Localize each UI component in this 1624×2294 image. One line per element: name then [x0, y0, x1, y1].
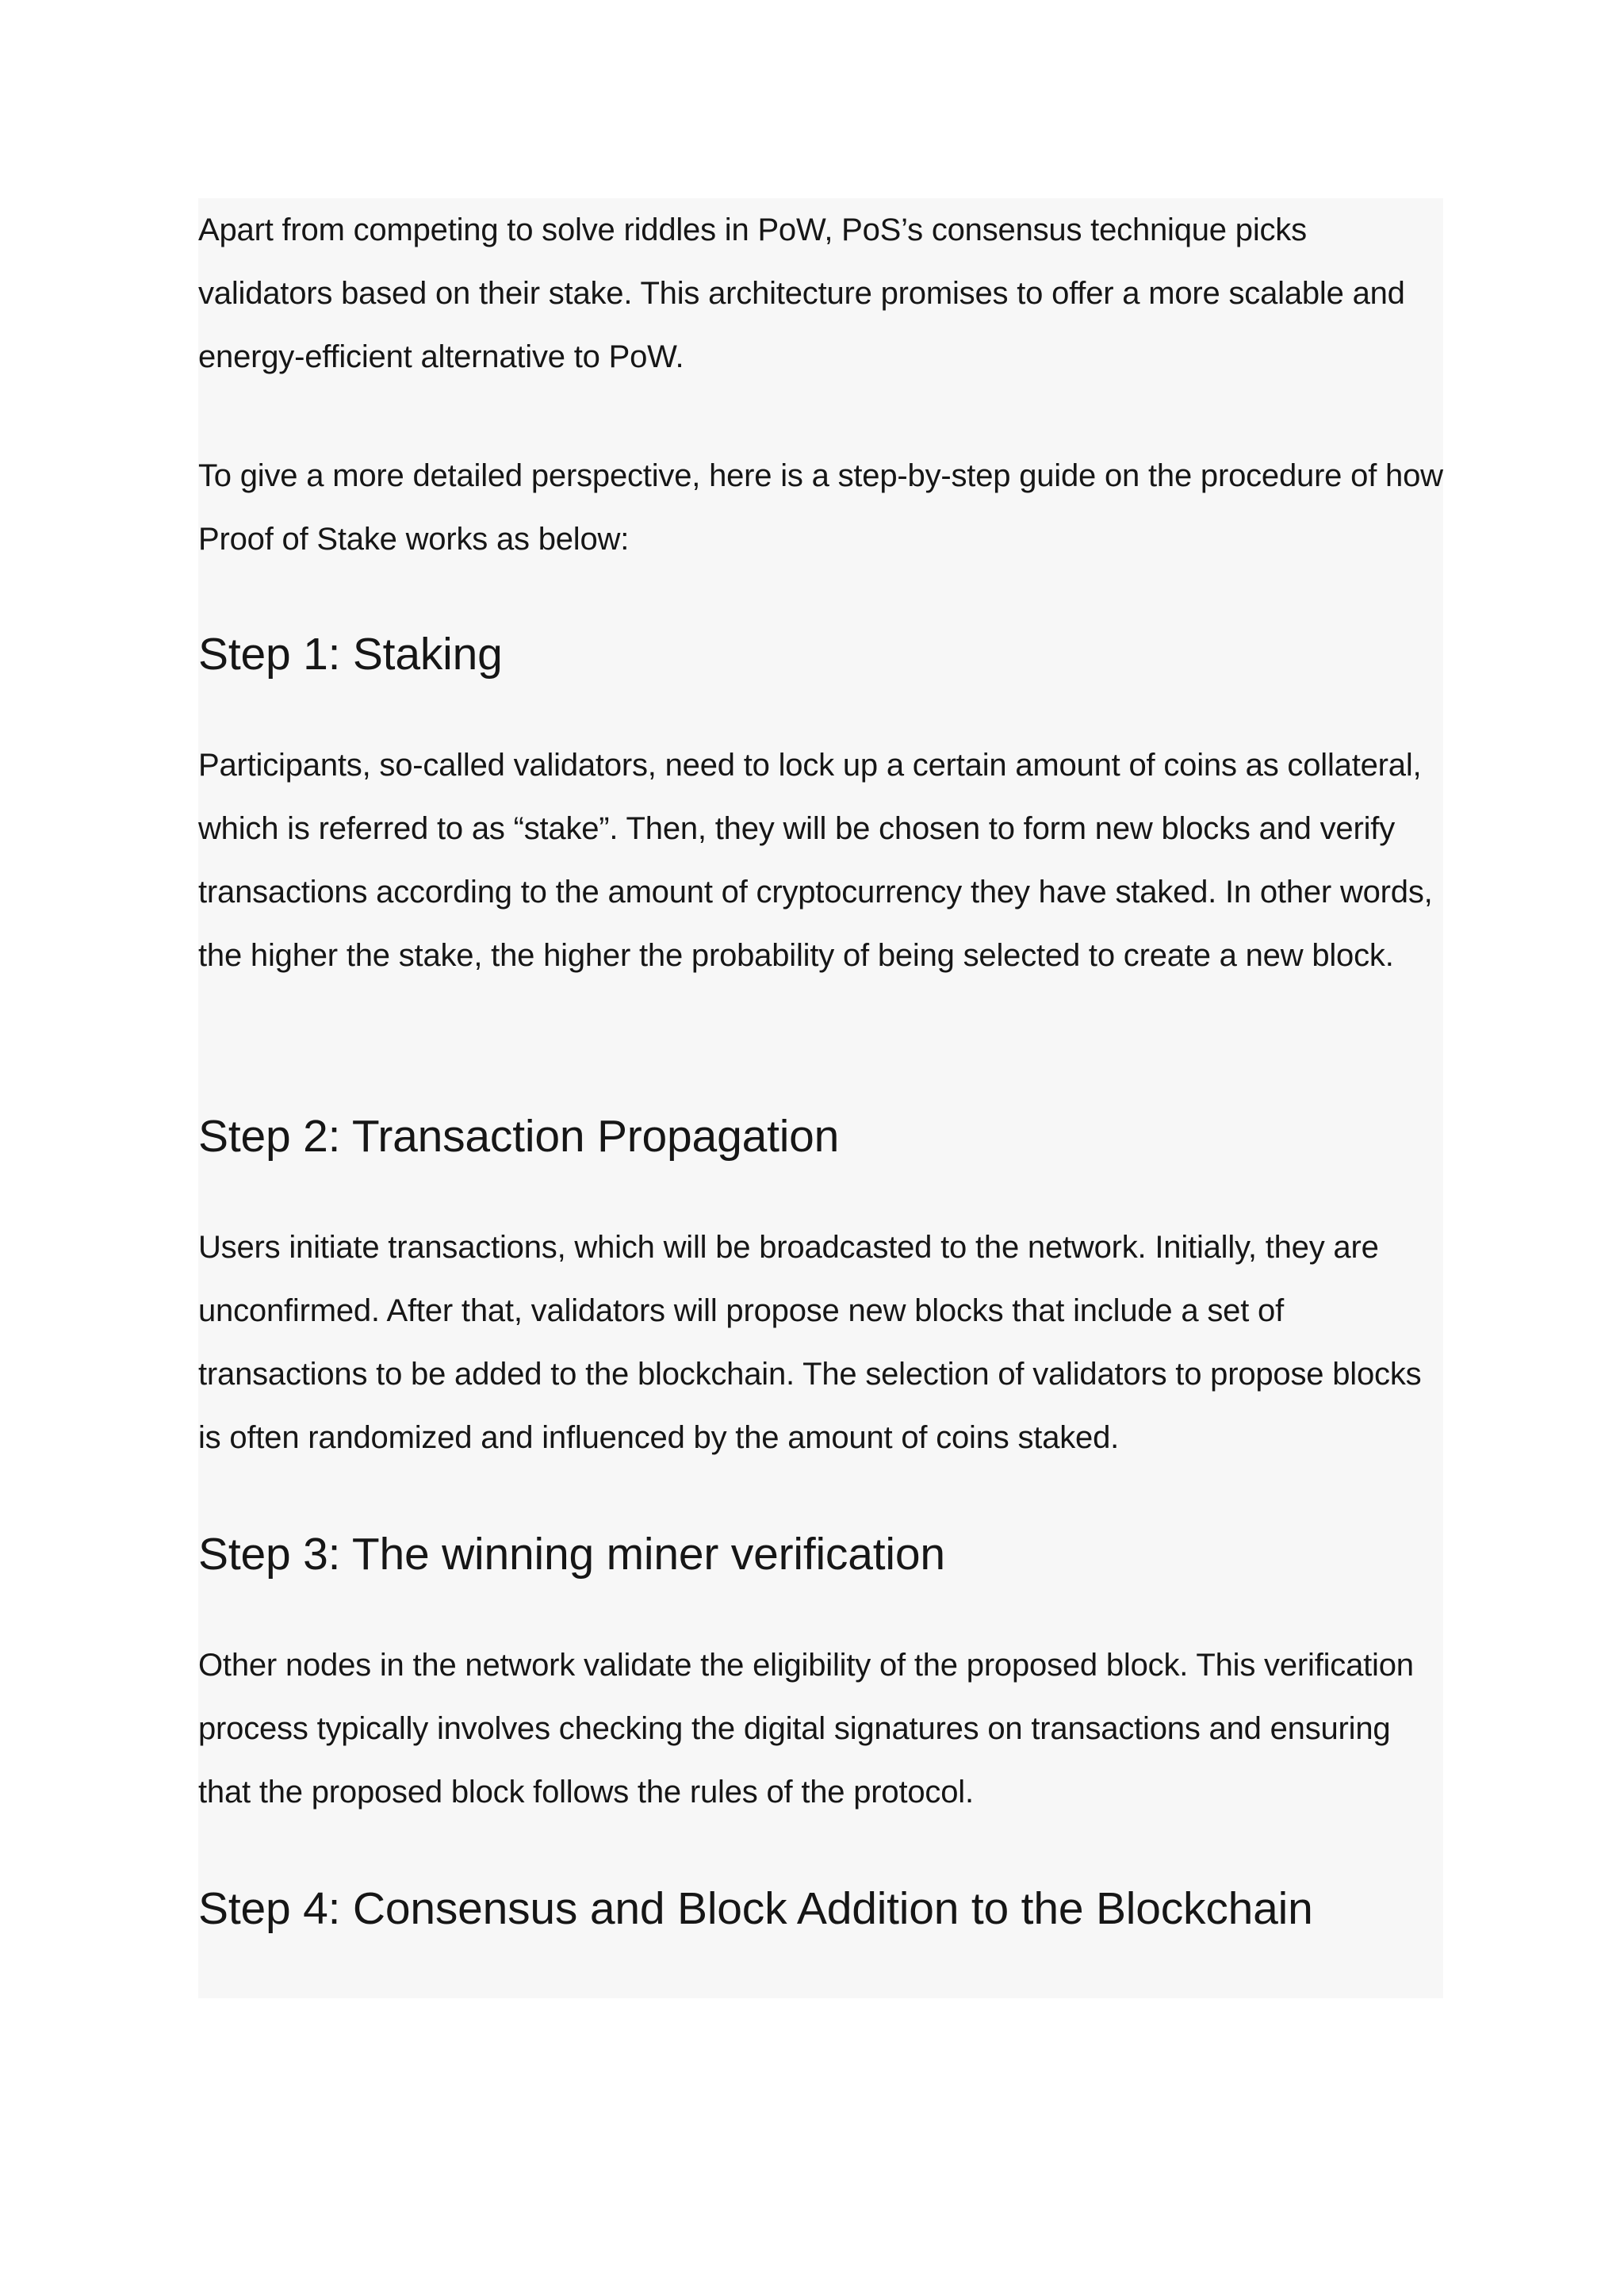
- step-1-body: Participants, so-called validators, need to lock up a certain amount of coins as collateral, which is referred to as “stake”. Then, they will be chosen to form new blocks and verify transactions according to the amount of cryptocurrency they have staked. In other words, the higher the stake, the higher the probability of being selected to create a new block.: [198, 748, 1433, 973]
- step-1-heading: Step 1: Staking: [198, 629, 503, 680]
- step-2-heading: Step 2: Transaction Propagation: [198, 1111, 840, 1162]
- intro-paragraph: Apart from competing to solve riddles in PoW, PoS’s consensus technique picks validators based on their stake. This architecture promises to offer a more scalable and energy-efficient alternative to PoW.: [198, 213, 1405, 374]
- step-2-body: Users initiate transactions, which will be broadcasted to the network. Initially, they are unconfirmed. After that, validators will propose new blocks that include a set of transactions to be added to the blockchain. The selection of validators to propose blocks is often randomized and influenced by the amount of coins staked.: [198, 1230, 1422, 1455]
- article-content: [198, 198, 1443, 1998]
- step-4-heading: Step 4: Consensus and Block Addition to the Blockchain: [198, 1883, 1313, 1934]
- step-3-heading: Step 3: The winning miner verification: [198, 1529, 945, 1580]
- step-3-body: Other nodes in the network validate the eligibility of the proposed block. This verification process typically involves checking the digital signatures on transactions and ensuring that the proposed block follows the rules of the protocol.: [198, 1648, 1414, 1810]
- guide-paragraph: To give a more detailed perspective, here is a step-by-step guide on the procedure of how Proof of Stake works as below:: [198, 458, 1443, 557]
